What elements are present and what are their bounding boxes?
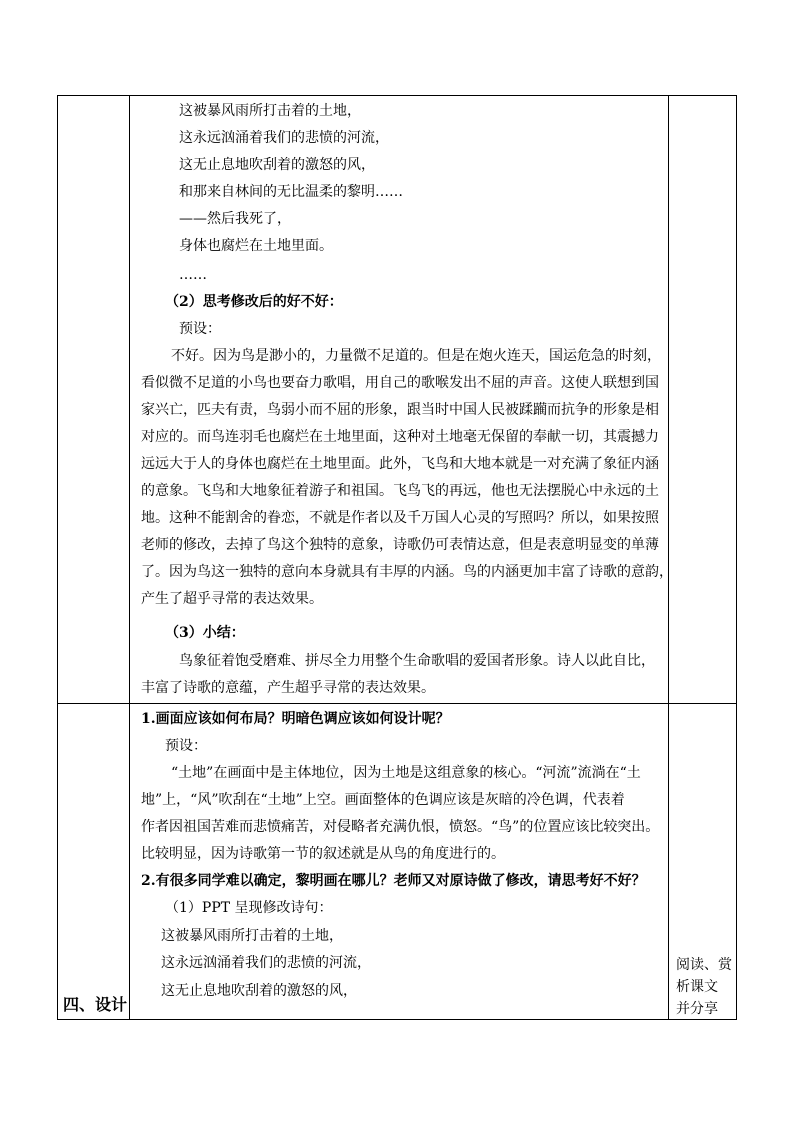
analysis-line: 家兴亡，匹夫有责，鸟弱小而不屈的形象，跟当时中国人民被蹂躏而抗争的形象是相: [141, 402, 659, 418]
column-divider-2: [668, 95, 669, 1020]
design-poem-line: 这被暴风雨所打击着的土地，: [161, 928, 343, 944]
analysis-line: 的意象。飞鸟和大地象征着游子和祖国。飞鸟飞的再远，他也无法摆脱心中永远的土: [141, 483, 659, 499]
design-item-1-heading: 1.画面应该如何布局？明暗色调应该如何设计呢？: [141, 711, 450, 727]
column-divider-1: [129, 95, 130, 1020]
design-poem-line: 这无止息地吹刮着的激怒的风，: [161, 983, 357, 999]
activity-line: 析课文: [676, 979, 718, 995]
activity-line: 并分享: [676, 1001, 718, 1017]
summary-line: 鸟象征着饱受磨难、拼尽全力用整个生命歌唱的爱国者形象。诗人以此自比，: [179, 653, 655, 669]
design-item-1-line: 地”上，“风”吹刮在“土地”上空。画面整体的色调应该是灰暗的冷色调，代表着: [141, 792, 625, 808]
table-border-bottom: [57, 1019, 737, 1020]
poem-line: ——然后我死了，: [179, 211, 291, 227]
analysis-line: 老师的修改，去掉了鸟这个独特的意象，诗歌仍可表情达意，但是表意明显变的单薄: [141, 537, 659, 553]
analysis-line: 远远大于人的身体也腐烂在土地里面。此外，飞鸟和大地本就是一对充满了象征内涵: [141, 456, 659, 472]
table-border-right: [736, 95, 737, 1020]
poem-line: 这无止息地吹刮着的激怒的风，: [179, 157, 375, 173]
design-item-1-line: 作者因祖国苦难而悲愤痛苦，对侵略者充满仇恨，愤怒。“鸟”的位置应该比较突出。: [141, 819, 660, 835]
summary-line: 丰富了诗歌的意蕴，产生超乎寻常的表达效果。: [141, 680, 435, 696]
lesson-plan-table: [57, 95, 737, 1020]
analysis-line: 不好。因为鸟是渺小的，力量微不足道的。但是在炮火连天，国运危急的时刻，: [171, 348, 661, 364]
design-item-2-heading: 2.有很多同学难以确定，黎明画在哪儿？老师又对原诗做了修改，请思考好不好？: [141, 873, 646, 889]
ppt-heading: （1）PPT 呈现修改诗句：: [165, 900, 333, 916]
poem-line: 身体也腐烂在土地里面。: [179, 238, 333, 254]
poem-line: ……: [179, 267, 207, 283]
preset-label: 预设：: [179, 321, 221, 337]
stage-label: 四、设计: [63, 995, 128, 1014]
design-poem-line: 这永远汹涌着我们的悲愤的河流，: [161, 955, 371, 971]
table-border-top: [57, 95, 737, 96]
row-divider: [57, 703, 737, 704]
analysis-line: 看似微不足道的小鸟也要奋力歌唱，用自己的歌喉发出不屈的声音。这使人联想到国: [141, 375, 659, 391]
question-2-heading: （2）思考修改后的好不好：: [165, 294, 343, 310]
design-item-1-line: 比较明显，因为诗歌第一节的叙述就是从鸟的角度进行的。: [141, 846, 505, 862]
table-border-left: [57, 95, 58, 1020]
analysis-line: 了。因为鸟这一独特的意向本身就具有丰厚的内涵。鸟的内涵更加丰富了诗歌的意韵，: [141, 564, 673, 580]
preset-label: 预设：: [165, 738, 207, 754]
poem-line: 和那来自林间的无比温柔的黎明……: [179, 184, 403, 200]
analysis-line: 地。这种不能割舍的眷恋，不就是作者以及千万国人心灵的写照吗？所以，如果按照: [141, 510, 659, 526]
design-item-1-line: “土地”在画面中是主体地位，因为土地是这组意象的核心。“河流”流淌在“土: [171, 765, 641, 781]
question-3-heading: （3）小结：: [165, 625, 245, 641]
activity-line: 阅读、赏: [676, 957, 732, 973]
analysis-line: 产生了超乎寻常的表达效果。: [141, 591, 323, 607]
analysis-line: 对应的。而鸟连羽毛也腐烂在土地里面，这种对土地毫无保留的奉献一切，其震撼力: [141, 429, 659, 445]
poem-line: 这永远汹涌着我们的悲愤的河流，: [179, 130, 389, 146]
poem-line: 这被暴风雨所打击着的土地，: [179, 103, 361, 119]
